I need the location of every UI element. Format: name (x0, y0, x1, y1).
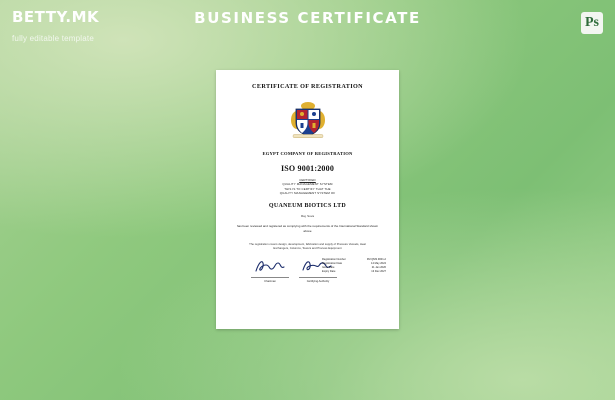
coat-of-arms-icon (288, 101, 328, 139)
meta-value: 14 May 2024 (371, 262, 386, 265)
page-title: BUSINESS CERTIFICATE (194, 9, 421, 27)
brand-name: BETTY.MK (12, 8, 100, 26)
header-bar (0, 0, 615, 52)
certificate-content (227, 79, 388, 320)
signature-label: Certifying Authority (306, 280, 330, 283)
signature-rule (299, 277, 337, 278)
meta-key: Registration Number (322, 258, 346, 261)
holder-name: QUANEUM BIOTICS LTD (268, 203, 347, 210)
standard-line-1: CERTIFIED (299, 178, 316, 182)
crest-wrap (227, 101, 388, 139)
meta-key: Registration Date (322, 262, 343, 265)
certificate-heading: CERTIFICATE OF REGISTRATION (252, 83, 363, 90)
meta-key: Expiry Date (322, 270, 336, 273)
standard-line-3: THIS IS TO CERTIFY THAT THE (284, 186, 331, 191)
signature-rule (251, 277, 289, 278)
certificate-sheet[interactable] (216, 70, 399, 329)
signature-label: Chairman (264, 280, 276, 283)
meta-key: Issue Date (322, 266, 335, 269)
meta-value: 13 Dec 2027 (371, 270, 386, 273)
brand-tagline: fully editable template (12, 34, 94, 43)
signature-icon (253, 258, 287, 274)
photoshop-icon: Ps (581, 12, 603, 34)
signature-mark (247, 256, 293, 274)
meta-row (322, 270, 386, 274)
certificate-statement: has been reviewed and registered as complying with the requirements of the International Standard shown above (236, 224, 379, 233)
standard-line-2: QUALITY MANAGEMENT SYSTEM (282, 182, 333, 187)
standard-name: ISO 9001:2000 (280, 164, 335, 173)
standard-details (227, 178, 388, 195)
holder-address: Raj, Suva (300, 214, 314, 219)
signature-row (227, 256, 388, 302)
meta-value: FM QMS 9001-2 (366, 258, 386, 261)
signature-chairman (247, 256, 293, 283)
certificate-scope: The registration covers design, development, fabrication and supply of Pressure Vessels, Heat Exchangers, Columns, Towers and Process Equipment (249, 242, 366, 251)
meta-value: 21 Jan 2026 (371, 266, 386, 269)
company-of-registration: EGYPT COMPANY OF REGISTRATION (262, 151, 353, 156)
standard-line-4: QUALITY MANAGEMENT SYSTEM OF (279, 190, 336, 195)
registration-meta (322, 258, 386, 274)
